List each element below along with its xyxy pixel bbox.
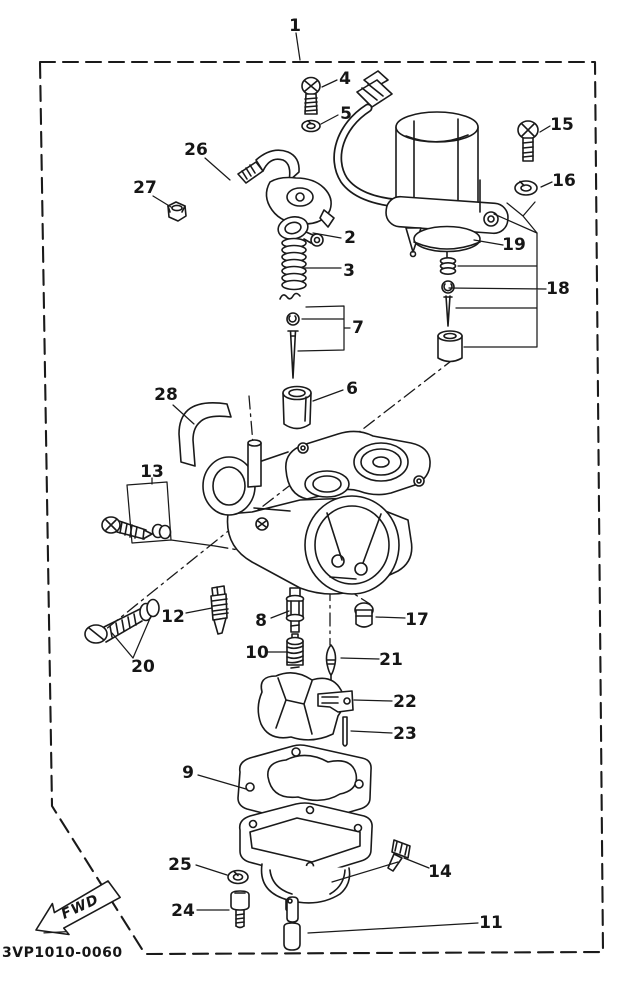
part-14-drain-screw-drawing (388, 840, 410, 871)
callout-5-label: 5 (340, 104, 352, 124)
part-10-jet-drawing (287, 634, 303, 668)
callout-2-label: 2 (344, 228, 356, 248)
callout-4-label: 4 (339, 69, 351, 89)
callout-25 (168, 855, 227, 875)
part-23-float-pin-drawing (343, 717, 347, 746)
callout-22 (354, 692, 417, 712)
callout-17-label: 17 (405, 610, 429, 630)
part-12-jet-drawing (211, 586, 228, 634)
callout-10-label: 10 (245, 643, 269, 663)
part-15-screw-drawing (518, 121, 538, 161)
choke-solenoid-unit-drawing (338, 71, 509, 257)
callout-26-label: 26 (184, 140, 208, 160)
callout-18-label: 18 (546, 279, 570, 299)
callout-17 (376, 610, 429, 630)
callout-6-label: 6 (346, 379, 358, 399)
part-3-spring-drawing (282, 239, 306, 290)
callout-14-label: 14 (428, 862, 452, 882)
callout-23-label: 23 (393, 724, 417, 744)
callout-10 (245, 643, 288, 663)
callout-1-label: 1 (289, 16, 301, 36)
callout-13 (127, 462, 215, 546)
part-22-float-drawing (258, 673, 353, 740)
callout-5 (321, 104, 352, 124)
callout-15-label: 15 (550, 115, 574, 135)
callout-28 (154, 385, 194, 424)
callout-19-label: 19 (502, 235, 526, 255)
part-17-plug-screw-drawing (355, 603, 373, 627)
part-5-spring-washer-drawing (302, 121, 320, 132)
callout-13-label: 13 (140, 462, 164, 482)
callout-27 (133, 178, 171, 207)
callout-7 (298, 306, 364, 351)
part-11-caps-drawing (284, 897, 300, 950)
fwd-label: FWD (58, 891, 102, 923)
fwd-indicator (29, 877, 125, 947)
callout-3-label: 3 (343, 261, 355, 281)
part-28-hose-drawing (179, 403, 231, 466)
callout-12 (161, 607, 212, 627)
callout-24 (171, 901, 229, 921)
part-code: 3VP1010-0060 (2, 945, 123, 961)
part-16-lock-washer-drawing (515, 181, 537, 195)
callout-27-label: 27 (133, 178, 157, 198)
part-27-nut-drawing (168, 202, 186, 221)
callout-4 (322, 69, 351, 89)
callout-22-label: 22 (393, 692, 417, 712)
part-4-screw-drawing (302, 78, 320, 115)
callout-8-label: 8 (255, 611, 267, 631)
callout-24-label: 24 (171, 901, 195, 921)
callout-1 (289, 16, 301, 60)
part-6-needle-jet-drawing (283, 387, 311, 429)
callout-7-label: 7 (352, 318, 364, 338)
float-bowl-drawing (240, 803, 372, 912)
callout-26 (184, 140, 230, 180)
part-26-elbow-fitting-drawing (238, 150, 334, 227)
callout-3 (303, 261, 355, 281)
part-25-washer-drawing (228, 871, 248, 884)
callout-11 (308, 913, 503, 933)
callout-12-label: 12 (161, 607, 185, 627)
callout-21 (341, 650, 403, 670)
callout-11-label: 11 (479, 913, 503, 933)
callout-25-label: 25 (168, 855, 192, 875)
callout-16-label: 16 (552, 171, 576, 191)
carburetor-body-drawing (203, 431, 430, 594)
callout-28-label: 28 (154, 385, 178, 405)
callout-19 (474, 235, 526, 255)
callout-8 (255, 611, 289, 631)
callout-9-label: 9 (182, 763, 194, 783)
part-20-screw-set-drawing (85, 600, 159, 644)
callout-20-label: 20 (131, 657, 155, 677)
callout-9 (182, 763, 246, 789)
callout-6 (313, 379, 358, 401)
part-8-jet-drawing (287, 588, 304, 632)
part-7-jet-needle-set-drawing (280, 294, 300, 379)
callout-23 (351, 724, 417, 744)
part-19-diaphragm-disc-drawing (414, 227, 480, 259)
callout-15 (540, 115, 574, 135)
callout-21-label: 21 (379, 650, 403, 670)
part-13-screw-set-drawing (102, 517, 171, 539)
part-18-valve-set-drawing (438, 258, 462, 362)
part-24-screw-drawing (231, 891, 249, 928)
